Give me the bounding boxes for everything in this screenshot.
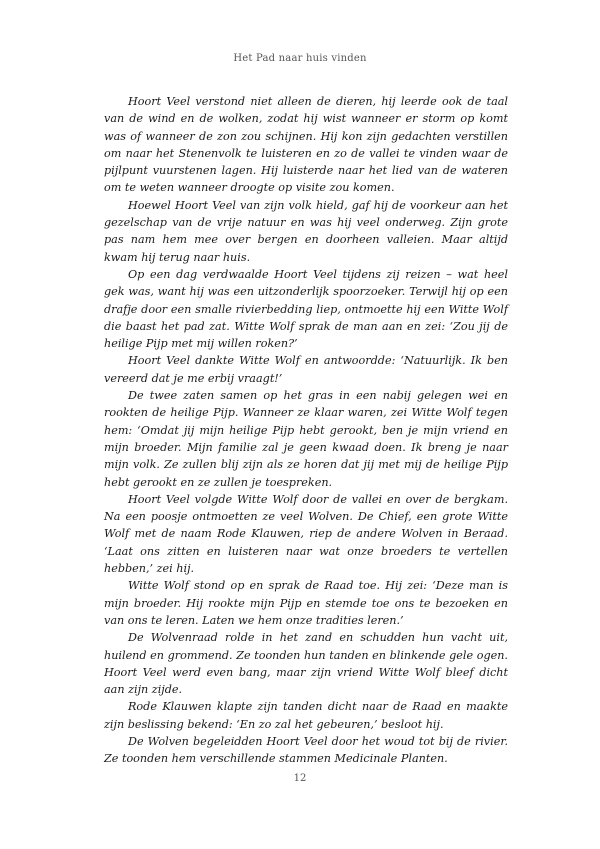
- paragraph: De twee zaten samen op het gras in een nabij gelegen wei en rookten de heilige Pijp. Wanneer ze klaar waren, zei Witte Wolf tegen hem: ‘Omdat jij mijn heilige Pijp hebt gerookt, ben je mijn vriend en mijn broeder. Mijn familie zal je geen kwaad doen. Ik breng je naar mijn volk. Ze zullen blij zijn als ze horen dat jij met mij de heilige Pijp hebt gerookt en ze zullen je toespreken.: [104, 389, 508, 489]
- paragraph: Hoewel Hoort Veel van zijn volk hield, gaf hij de voorkeur aan het gezelschap van de vrije natuur en was hij veel onderweg. Zijn grote pas nam hem mee over bergen en doorheen valleien. Maar altijd kwam hij terug naar huis.: [104, 198, 508, 264]
- body-text: [104, 93, 508, 768]
- paragraph: Rode Klauwen klapte zijn tanden dicht naar de Raad en maakte zijn beslissing bekend: ‘En zo zal het gebeuren,’ besloot hij.: [104, 700, 508, 731]
- paragraph: De Wolven begeleidden Hoort Veel door het woud tot bij de rivier. Ze toonden hem verschillende stammen Medicinale Planten.: [104, 734, 508, 766]
- paragraph: Hoort Veel verstond niet alleen de dieren, hij leerde ook de taal van de wind en de wolken, zodat hij wist wanneer er storm op komt was of wanneer de zon zou schijnen. Hij kon zijn gedachten verstillen om naar het Stenenvolk te luisteren en zo de vallei te vinden waar de pijlpunt vuurstenen lagen. Hij luisterde naar het lied van de wateren om te weten wanneer droogte op visite zou komen.: [104, 95, 508, 195]
- page-number: 12: [293, 773, 307, 784]
- paragraph: De Wolvenraad rolde in het zand en schudden hun vacht uit, huilend en grommend. Ze toonden hun tanden en blinkende gele ogen. Hoort Veel werd even bang, maar zijn vriend Witte Wolf bleef dicht aan zijn zijde.: [104, 631, 508, 697]
- paragraph: Hoort Veel volgde Witte Wolf door de vallei en over de bergkam. Na een poosje ontmoetten ze veel Wolven. De Chief, een grote Witte Wolf met de naam Rode Klauwen, riep de andere Wolven in Beraad. ‘Laat ons zitten en luisteren naar wat onze broeders te vertellen hebben,’ zei hij.: [104, 492, 508, 576]
- paragraph: Op een dag verdwaalde Hoort Veel tijdens zij reizen – wat heel gek was, want hij was een uitzonderlijk spoorzoeker. Terwijl hij op een drafje door een smalle rivierbedding liep, ontmoette hij een Witte Wolf die baast het pad zat. Witte Wolf sprak de man aan en zei: ‘Zou jij de heilige Pijp met mij willen roken?’: [104, 267, 508, 351]
- running-header: Het Pad naar huis vinden: [233, 53, 367, 64]
- paragraph: Hoort Veel dankte Witte Wolf en antwoordde: ‘Natuurlijk. Ik ben vereerd dat je me erbij vraagt!’: [104, 354, 508, 385]
- paragraph: Witte Wolf stond op en sprak de Raad toe. Hij zei: ‘Deze man is mijn broeder. Hij rookte mijn Pijp en stemde toe ons te bezoeken en van ons te leren. Laten we hem onze tradities leren.’: [104, 579, 508, 627]
